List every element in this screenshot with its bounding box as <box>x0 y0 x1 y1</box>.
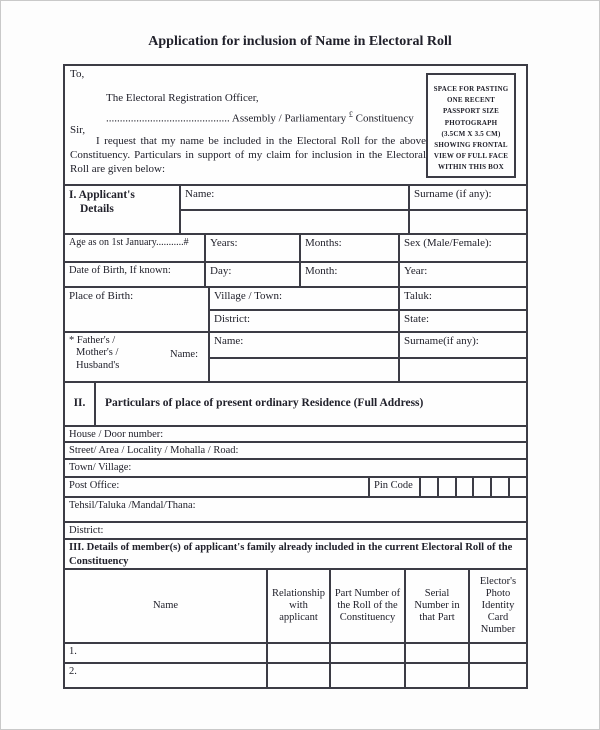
page-title: Application for inclusion of Name in Electoral Roll <box>148 34 452 49</box>
part-number-field <box>331 664 406 687</box>
section3-heading: III. Details of member(s) of applicant's family already included in the current Electoral Roll of the Constituency <box>69 542 513 567</box>
request-paragraph: I request that my name be included in the Electoral Roll for the above Constituency. Particulars in support of my claim for inclusion in the Electoral Roll are given below: <box>70 135 426 175</box>
family-row-1 <box>65 644 526 664</box>
village-town-label: Village / Town: <box>210 288 400 309</box>
col-epic-number: Elector's Photo Identity Card Number <box>479 575 517 636</box>
tehsil-label: Tehsil/Taluka /Mandal/Thana: <box>69 500 196 511</box>
relative-name-word: Name: <box>170 349 198 360</box>
year-label: Year: <box>404 265 428 277</box>
assembly-parliamentary-label: Assembly / Parliamentary <box>229 112 349 125</box>
name-field <box>181 211 410 233</box>
relationship-field <box>268 644 331 662</box>
epic-number-field <box>470 664 526 687</box>
col-name: Name <box>65 570 268 642</box>
pin-code-box <box>510 478 526 496</box>
sex-label: Sex (Male/Female): <box>404 237 492 249</box>
applicant-name-row <box>65 186 526 235</box>
dob-label: Date of Birth, If known: <box>65 263 206 286</box>
relative-name-field <box>210 359 400 381</box>
relative-surname-field <box>400 359 526 381</box>
pin-code-box <box>457 478 475 496</box>
tehsil-row <box>65 498 526 523</box>
relative-heading: * Father's / Mother's / Husband's Name: <box>65 333 210 381</box>
family-row-2 <box>65 664 526 687</box>
serial-number-field <box>406 664 470 687</box>
place-of-birth-row <box>65 288 526 333</box>
to-label: To, <box>70 68 85 80</box>
dotted-line: ............................................. <box>106 112 230 125</box>
district2-label: District: <box>69 525 104 536</box>
district-row <box>65 523 526 540</box>
state-label: State: <box>404 313 430 325</box>
street-row <box>65 443 526 460</box>
name-label: Name: <box>181 186 410 209</box>
pin-code-label: Pin Code <box>370 478 421 496</box>
taluk-label: Taluk: <box>404 290 432 302</box>
pin-code-box <box>492 478 510 496</box>
pin-code-box <box>474 478 492 496</box>
section1-heading: I. Applicant's Details <box>65 186 181 233</box>
col-serial-number: Serial Number in that Part <box>406 570 470 642</box>
photo-box-text: SPACE FOR PASTING ONE RECENT PASSPORT SIZE PHOTOGRAPH (3.5CM X 3.5 CM) SHOWING FRONTAL VIEW OF FULL FACE WITHIN THIS BOX <box>433 85 509 172</box>
col-part-number: Part Number of the Roll of the Constituency <box>331 570 406 642</box>
pin-code-box <box>439 478 457 496</box>
surname-field <box>410 211 526 233</box>
post-office-row <box>65 478 526 498</box>
town-village-row <box>65 460 526 478</box>
section2-header-row <box>65 383 526 427</box>
district-label: District: <box>210 311 400 331</box>
part-number-field <box>331 644 406 662</box>
row-number: 2. <box>65 664 268 687</box>
form-header-block <box>65 66 526 186</box>
post-office-label: Post Office: <box>65 478 370 496</box>
street-label: Street/ Area / Locality / Mohalla / Road: <box>69 445 239 456</box>
relative-name-label: Name: <box>210 333 400 357</box>
relative-surname-label: Surname(if any): <box>404 335 479 347</box>
pin-code-boxes <box>421 478 526 496</box>
family-table-header <box>65 570 526 644</box>
footnote-mark: £ <box>348 110 353 119</box>
pob-label: Place of Birth: <box>65 288 210 331</box>
section3-header-row <box>65 540 526 570</box>
constituency-label: Constituency <box>352 112 414 125</box>
day-label: Day: <box>206 263 301 286</box>
dob-row <box>65 263 526 288</box>
photo-box <box>426 73 516 178</box>
constituency-line <box>106 110 414 125</box>
application-form <box>63 64 528 689</box>
months-label: Months: <box>301 235 400 261</box>
pin-code-box <box>421 478 439 496</box>
relationship-field <box>268 664 331 687</box>
surname-label: Surname (if any): <box>414 188 492 200</box>
house-number-row <box>65 427 526 443</box>
years-label: Years: <box>206 235 301 261</box>
month-label: Month: <box>301 263 400 286</box>
row-number: 1. <box>65 644 268 662</box>
section2-heading: Particulars of place of present ordinary Residence (Full Address) <box>105 397 424 410</box>
house-number-label: House / Door number: <box>69 429 164 440</box>
town-village-label: Town/ Village: <box>69 462 132 473</box>
epic-number-field <box>470 644 526 662</box>
officer-label: The Electoral Registration Officer, <box>106 92 259 104</box>
sir-label: Sir, <box>70 124 86 136</box>
serial-number-field <box>406 644 470 662</box>
age-label: Age as on 1st January...........# <box>65 235 206 261</box>
relative-name-row <box>65 333 526 383</box>
section2-number: II. <box>65 383 96 425</box>
col-relationship: Relationship with applicant <box>268 570 331 642</box>
age-row <box>65 235 526 263</box>
